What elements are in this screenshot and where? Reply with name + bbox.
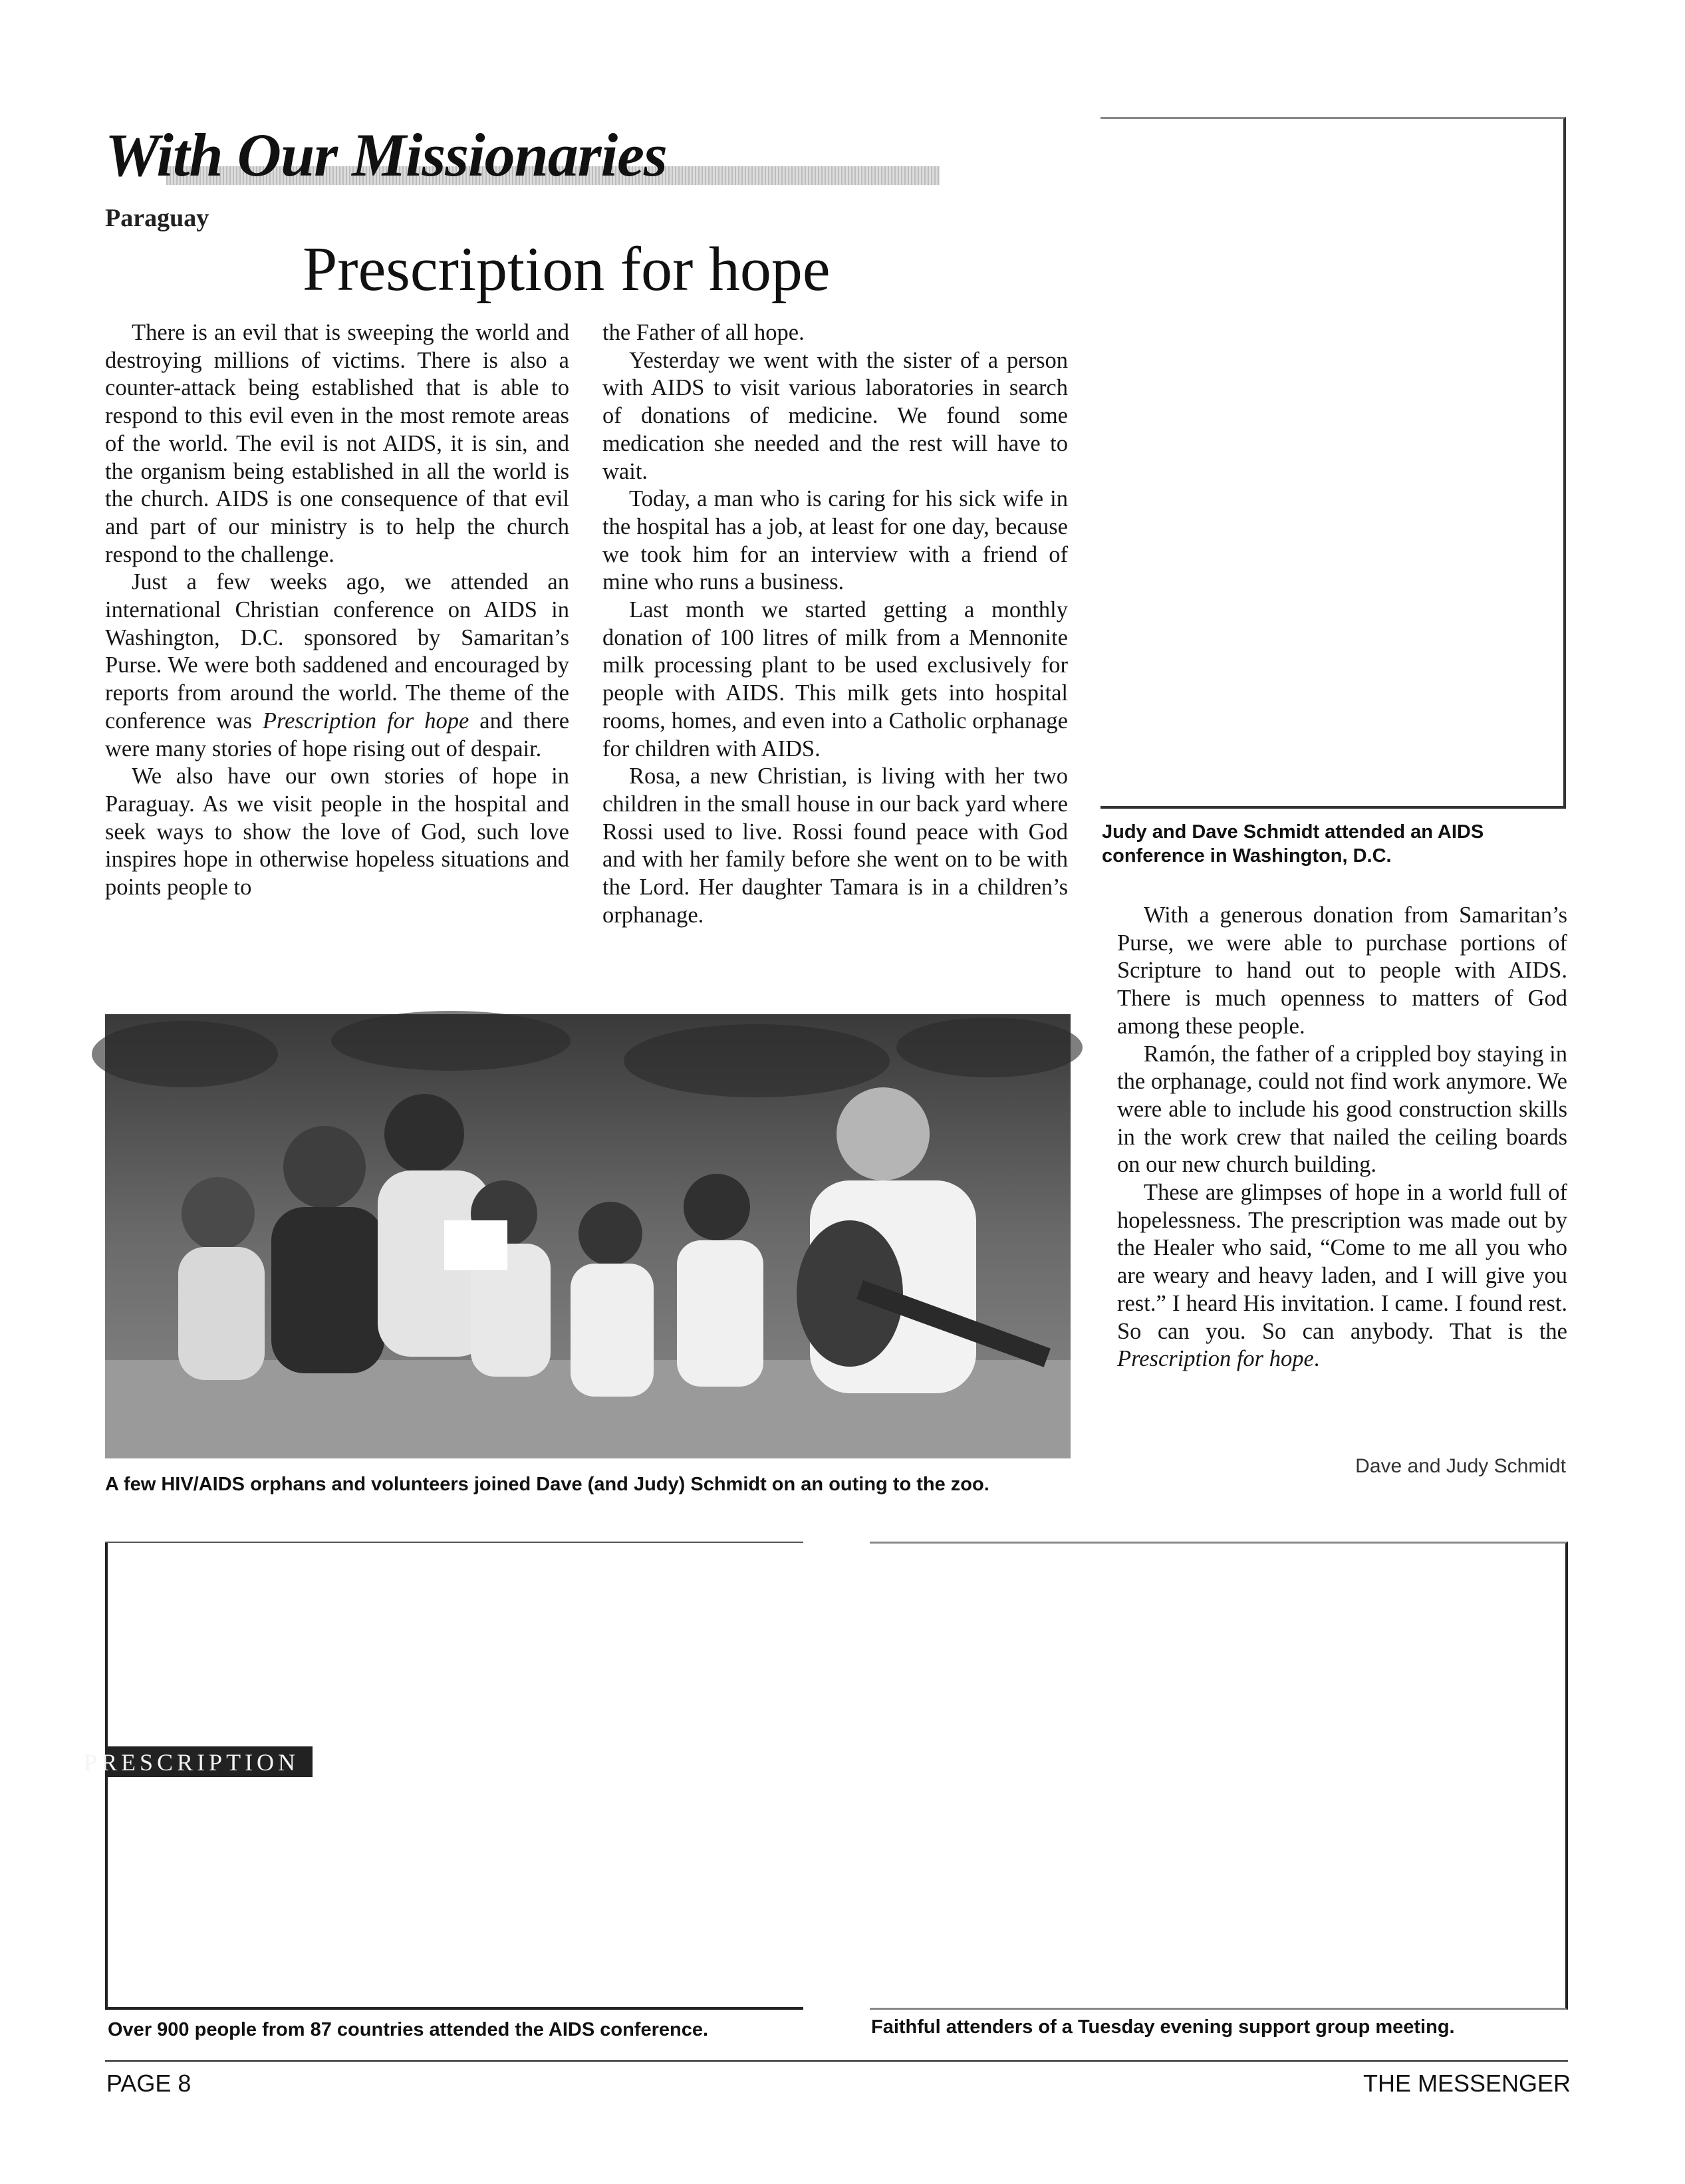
conference-photo-frame xyxy=(1101,117,1566,809)
paragraph: We also have our own stories of hope in Paraguay. As we visit people in the hospital and seek ways to show the love of God, such love inspires hope in otherwise hopeless situations and points people to xyxy=(105,763,569,900)
paragraph xyxy=(1117,1179,1567,1373)
paragraph: Rosa, a new Christian, is living with her two children in the small house in our back yard where Rossi used to live. Rossi found peace with God and with her family before she went on to be with the Lord. Her daughter Tamara is in a children’s orphanage. xyxy=(602,763,1068,928)
page-number: PAGE 8 xyxy=(106,2070,192,2097)
paragraph: the Father of all hope. xyxy=(602,320,805,345)
main-photo-caption: A few HIV/AIDS orphans and volunteers joined Dave (and Judy) Schmidt on an outing to the zoo. xyxy=(105,1474,989,1495)
region-label: Paraguay xyxy=(105,204,209,232)
article-column-1 xyxy=(105,319,569,902)
top-right-caption: Judy and Dave Schmidt attended an AIDS conference in Washington, D.C. xyxy=(1102,821,1484,867)
headline: Prescription for hope xyxy=(303,235,831,304)
article-column-3 xyxy=(1117,902,1567,1373)
prescription-banner xyxy=(84,1746,313,1777)
support-group-photo-frame xyxy=(870,1542,1568,2010)
publication-name: THE MESSENGER xyxy=(1362,2070,1571,2097)
photo-illustration xyxy=(105,1014,1071,1458)
photo-frame-top-rule xyxy=(105,1542,803,1543)
paragraph-text: . xyxy=(1313,1346,1320,1372)
paragraph: Ramón, the father of a crippled boy staying in the orphanage, could not find work anymore. We were able to include his good construction skills in the work crew that nailed the ceiling boards on our new church building. xyxy=(1117,1041,1567,1178)
bottom-left-caption: Over 900 people from 87 countries attended the AIDS conference. xyxy=(108,2019,709,2040)
paragraph-text: These are glimpses of hope in a world full of hopelessness. The prescription was made out by the Healer who said, “Come to me all you who are weary and heavy laden, and I will give you rest.” I heard His invitation. I came. I found rest. So can you. So can anybody. That is the xyxy=(1117,1180,1567,1344)
section-title: With Our Missionaries xyxy=(105,121,667,189)
article-title-reference: Prescription for hope xyxy=(1117,1346,1314,1372)
paragraph xyxy=(105,569,569,763)
bottom-right-caption: Faithful attenders of a Tuesday evening support group meeting. xyxy=(871,2016,1455,2038)
paragraph: There is an evil that is sweeping the world and destroying millions of victims. There is also a counter-attack being established that is able to respond to this evil even in the most remote areas of the world. The evil is not AIDS, it is sin, and the organism being established in all the world is the church. AIDS is one consequence of that evil and part of our ministry is to help the church respond to the challenge. xyxy=(105,320,569,567)
article-column-2 xyxy=(602,319,1068,929)
byline: Dave and Judy Schmidt xyxy=(1355,1455,1566,1477)
conference-theme: Prescription for hope xyxy=(262,708,469,734)
paragraph-text: Just a few weeks ago, we attended an international Christian conference on AIDS in Washington, D.C. sponsored by Samaritan’s Purse. We were both saddened and encouraged by reports from around the world. The theme of the conference was xyxy=(105,569,569,734)
paragraph: Today, a man who is caring for his sick wife in the hospital has a job, at least for one day, because we took him for an interview with a friend of mine who runs a business. xyxy=(602,486,1068,595)
paragraph-text: and there were many stories of hope rising out of despair. xyxy=(105,708,570,761)
paragraph: Yesterday we went with the sister of a person with AIDS to visit various laboratories in search of donations of medicine. We found some medication she needed and the rest will have to wait. xyxy=(602,347,1068,484)
prescription-banner-text: PRESCRIPTION xyxy=(84,1749,300,1776)
paragraph: Last month we started getting a monthly donation of 100 litres of milk from a Mennonite milk processing plant to be used exclusively for people with AIDS. This milk gets into hospital rooms, homes, and even into a Catholic orphanage for children with AIDS. xyxy=(602,597,1068,761)
paragraph: With a generous donation from Samaritan’s Purse, we were able to purchase portions of Scripture to hand out to people with AIDS. There is much openness to matters of God among these people. xyxy=(1117,902,1567,1039)
zoo-outing-photo xyxy=(105,1014,1071,1458)
footer-rule xyxy=(105,2060,1568,2062)
